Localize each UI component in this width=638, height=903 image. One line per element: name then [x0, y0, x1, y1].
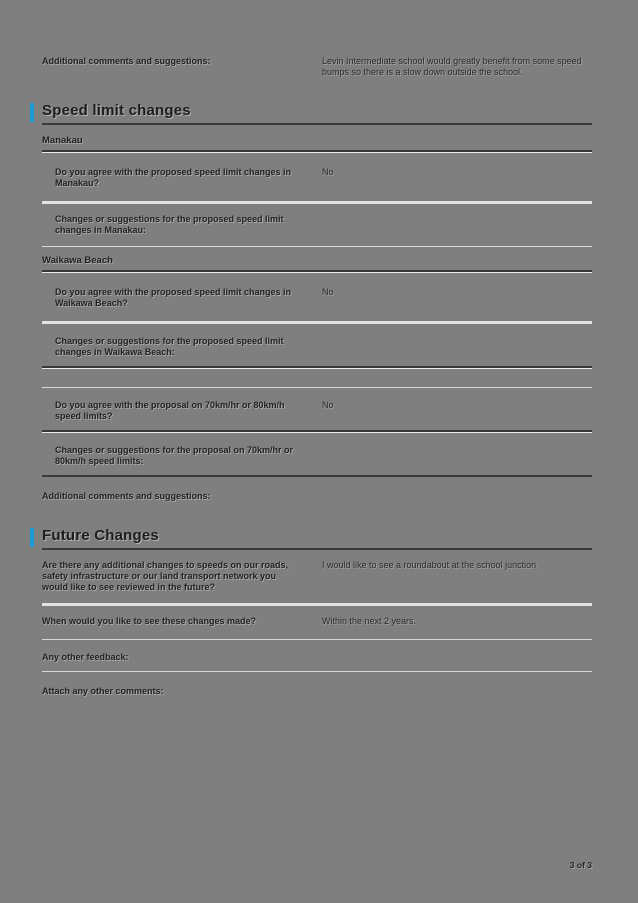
question-text: Changes or suggestions for the proposed speed limit changes in Waikawa Beach:	[55, 336, 284, 357]
qa-row-other-feedback	[42, 640, 592, 663]
qa-row-future-additional-changes	[42, 550, 592, 593]
page-number: 3 of 3	[569, 860, 592, 870]
answer-text: No	[322, 287, 334, 297]
qa-row-limits-agree	[42, 388, 592, 422]
question-text: Are there any additional changes to speeds on our roads, safety infrastructure or our land transport network you would like to see reviewed in the future?	[42, 560, 289, 592]
page-content	[42, 0, 592, 696]
question-text: Do you agree with the proposed speed limit changes in Manakau?	[55, 167, 292, 188]
answer-text: No	[322, 400, 334, 410]
question-text: Do you agree with the proposal on 70km/hr or 80km/h speed limits?	[55, 400, 285, 421]
qa-row-future-when	[42, 606, 592, 627]
qa-row-waikawa-agree	[42, 273, 592, 309]
section-accent-bar-icon	[30, 528, 34, 547]
row-divider	[42, 201, 592, 204]
qa-row-waikawa-suggestions	[42, 324, 592, 358]
row-divider	[42, 321, 592, 324]
qa-row-manakau-agree	[42, 153, 592, 189]
answer-text: No	[322, 167, 334, 177]
qa-row-manakau-suggestions	[42, 204, 592, 236]
answer-text: Within the next 2 years.	[322, 616, 417, 626]
empty-subsection-band	[42, 369, 592, 387]
question-text: Do you agree with the proposed speed limit changes in Waikawa Beach?	[55, 287, 292, 308]
section-underline	[42, 123, 592, 125]
question-text: When would you like to see these changes made?	[42, 616, 257, 626]
additional-comments-label: Additional comments and suggestions:	[42, 491, 211, 501]
subheading-waikawa-beach: Waikawa Beach	[42, 255, 113, 266]
question-text: Any other feedback:	[42, 652, 129, 662]
row-divider	[42, 671, 592, 672]
question-text: Changes or suggestions for the proposed speed limit changes in Manakau:	[55, 214, 284, 235]
row-divider	[42, 475, 592, 477]
row-divider	[42, 639, 592, 640]
subheading-manakau: Manakau	[42, 135, 83, 146]
intro-label: Additional comments and suggestions:	[42, 56, 211, 66]
intro-answer: Levin Intermediate school would greatly benefit from some speed bumps so there is a slow down outside the school.	[322, 56, 582, 77]
row-divider	[42, 246, 592, 247]
section-accent-bar-icon	[30, 103, 34, 122]
section-header-speed-limit-changes	[42, 102, 592, 119]
question-text: Changes or suggestions for the proposal on 70km/hr or 80km/h speed limits:	[55, 445, 294, 466]
attach-comments-label: Attach any other comments:	[42, 686, 164, 696]
qa-row-limits-suggestions	[42, 433, 592, 467]
intro-row	[42, 56, 592, 78]
section-title-speed-limit-changes: Speed limit changes	[42, 102, 191, 119]
row-divider	[42, 387, 592, 388]
answer-text: I would like to see a roundabout at the school junction	[322, 560, 537, 570]
row-divider	[42, 603, 592, 606]
section-title-future-changes: Future Changes	[42, 527, 159, 544]
section-header-future-changes	[42, 527, 592, 544]
